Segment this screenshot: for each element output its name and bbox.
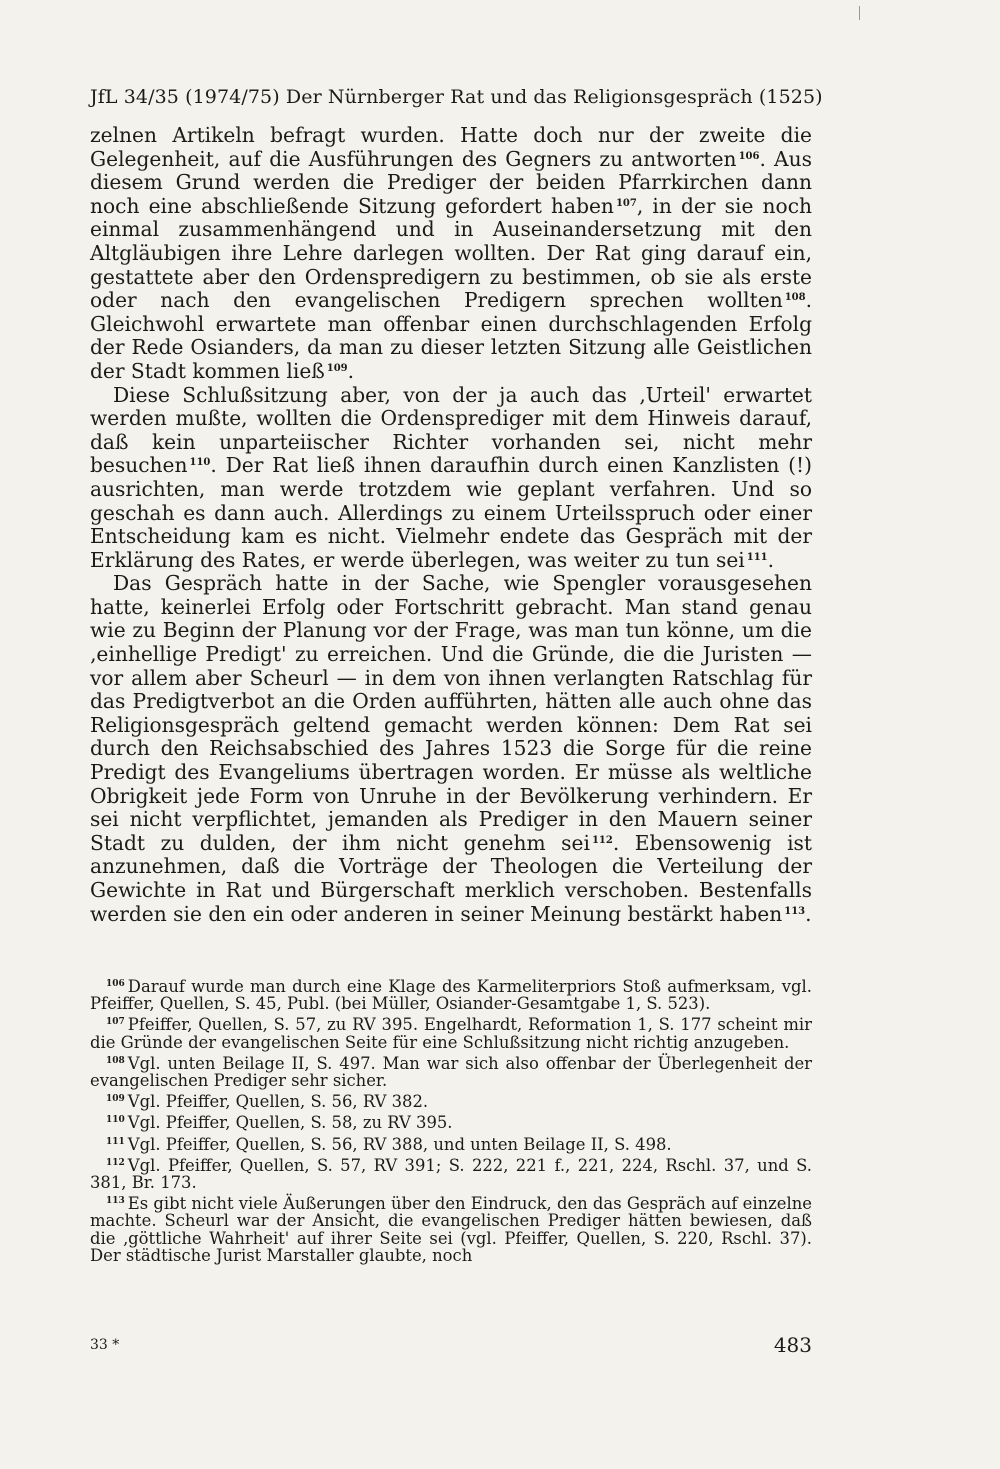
footnote-number: 106 [106, 979, 125, 989]
signature-mark: 33 * [90, 1337, 120, 1353]
paragraph-2: Diese Schlußsitzung aber, von der ja auch das ‚Urteil' erwartet werden mußte, wollten die Ordensprediger mit dem Hinweis darauf, daß kein unparteiischer Richter vorhanden sei, nicht mehr besuchen $^{110}$. Der Rat ließ ihnen daraufhin durch einen Kanzlisten (!) ausrichten, man werde trotzdem wie geplant verfahren. Und so geschah es dann auch. Allerdings zu einem Urteilsspruch oder einer Entscheidung kam es nicht. Vielmehr endete das Gespräch mit der Erklärung des Rates, er werde überlegen, was weiter zu tun sei $^{111}$. [90, 382, 812, 572]
scan-mark [859, 6, 860, 20]
footnote-ref[interactable]: 113 [784, 905, 806, 917]
footnote: $^{106}$ Darauf wurde man durch eine Klage des Karmeliterpriors Stoß aufmerksam, vgl. Pfeiffer, Quellen, S. 45, Publ. (bei Müller, Osiander-Gesamtgabe 1, S. 523). [90, 977, 812, 1014]
footnote-number: 110 [106, 1115, 125, 1126]
footnote-number: 109 [106, 1094, 125, 1105]
footnote-ref[interactable]: 106 [738, 150, 760, 162]
footnote-number: 111 [106, 1136, 125, 1147]
footnote-ref[interactable]: 112 [591, 834, 613, 846]
footnote-ref[interactable]: 111 [746, 551, 768, 563]
footnote-number: 112 [106, 1157, 125, 1168]
paragraph-1: zelnen Artikeln befragt wurden. Hatte doch nur der zweite die Gelegenheit, auf die Ausführungen des Gegners zu antworten $^{106}$. Aus diesem Grund werden die Prediger der beiden Pfarrkirchen dann noch eine abschließende Sitzung gefordert haben $^{107}$, in der sie noch einmal zusammenhängend und in Auseinandersetzung mit den Altgläubigen ihre Lehre darlegen wollten. Der Rat ging darauf ein, gestattete aber den Ordenspredigern zu bestimmen, ob sie als erste oder nach den evangelischen Predigern sprechen wollten $^{108}$. Gleichwohl erwartete man offenbar einen durchschlagenden Erfolg der Rede Osianders, da man zu dieser letzten Sitzung alle Geistlichen der Stadt kommen ließ $^{109}$. [90, 123, 812, 383]
footnote: $^{108}$ Vgl. unten Beilage II, S. 497. Man war sich also offenbar der Überlegenheit der evangelischen Prediger sehr sicher. [90, 1053, 812, 1091]
footnote: $^{113}$ Es gibt nicht viele Äußerungen über den Eindruck, den das Gespräch auf einzelne machte. Scheurl war der Ansicht, die evangelischen Prediger hätten bewiesen, daß die ‚göttliche Wahrheit' auf ihrer Seite sei (vgl. Pfeiffer, Quellen, S. 220, Rschl. 37). Der städtische Jurist Marstaller glaubte, noch [90, 1194, 813, 1265]
paragraph-3: Das Gespräch hatte in der Sache, wie Spengler vorausgesehen hatte, keinerlei Erfolg oder Fortschritt gebracht. Man stand genau wie zu Beginn der Planung vor der Frage, was man tun könne, um die ‚einhellige Predigt' zu erreichen. Und die Gründe, die die Juristen — vor allem aber Scheurl — in dem von ihnen verlangten Ratschlag für das Predigtverbot an die Orden aufführten, hätten alle auch ohne das Religionsgespräch geltend gemacht werden können: Dem Rat sei durch den Reichsabschied des Jahres 1523 die Sorge für die reine Predigt des Evangeliums übertragen worden. Er müsse als weltliche Obrigkeit jede Form von Unruhe in der Bevölkerung verhindern. Er sei nicht verpflichtet, jemanden als Prediger in den Mauern seiner Stadt zu dulden, der ihm nicht genehm sei $^{112}$. Ebensowenig ist anzunehmen, daß die Vorträge der Theologen die Verteilung der Gewichte in Rat und Bürgerschaft merklich verschoben. Bestenfalls werden sie den ein oder anderen in seiner Meinung bestärkt haben $^{113}$. [90, 571, 812, 926]
footnote-ref[interactable]: 109 [326, 362, 348, 374]
footnotes [90, 978, 812, 1264]
footnote-ref[interactable]: 108 [784, 292, 806, 304]
footnote: $^{107}$ Pfeiffer, Quellen, S. 57, zu RV 395. Engelhardt, Reformation 1, S. 177 scheint mir die Gründe der evangelischen Seite für eine Schlußsitzung nicht richtig anzugeben. [90, 1015, 812, 1052]
footnote: $^{111}$ Vgl. Pfeiffer, Quellen, S. 56, RV 388, und unten Beilage II, S. 498. [106, 1134, 672, 1154]
footnote-number: 113 [106, 1196, 125, 1207]
footnote: $^{112}$ Vgl. Pfeiffer, Quellen, S. 57, RV 391; S. 222, 221 f., 221, 224, Rschl. 37, und S. 381, Br. 173. [90, 1155, 812, 1193]
footnote-number: 107 [106, 1017, 125, 1028]
footnote-ref[interactable]: 110 [189, 457, 211, 469]
footnote-number: 108 [106, 1055, 125, 1066]
footnote: $^{110}$ Vgl. Pfeiffer, Quellen, S. 58, zu RV 395. [106, 1113, 453, 1133]
footnote: $^{109}$ Vgl. Pfeiffer, Quellen, S. 56, RV 382. [106, 1092, 429, 1112]
running-head: JfL 34/35 (1974/75) Der Nürnberger Rat und das Religionsgespräch (1525) [90, 86, 823, 108]
body-text [90, 124, 812, 926]
page-number: 483 [773, 1333, 812, 1357]
footnote-ref[interactable]: 107 [615, 197, 637, 209]
